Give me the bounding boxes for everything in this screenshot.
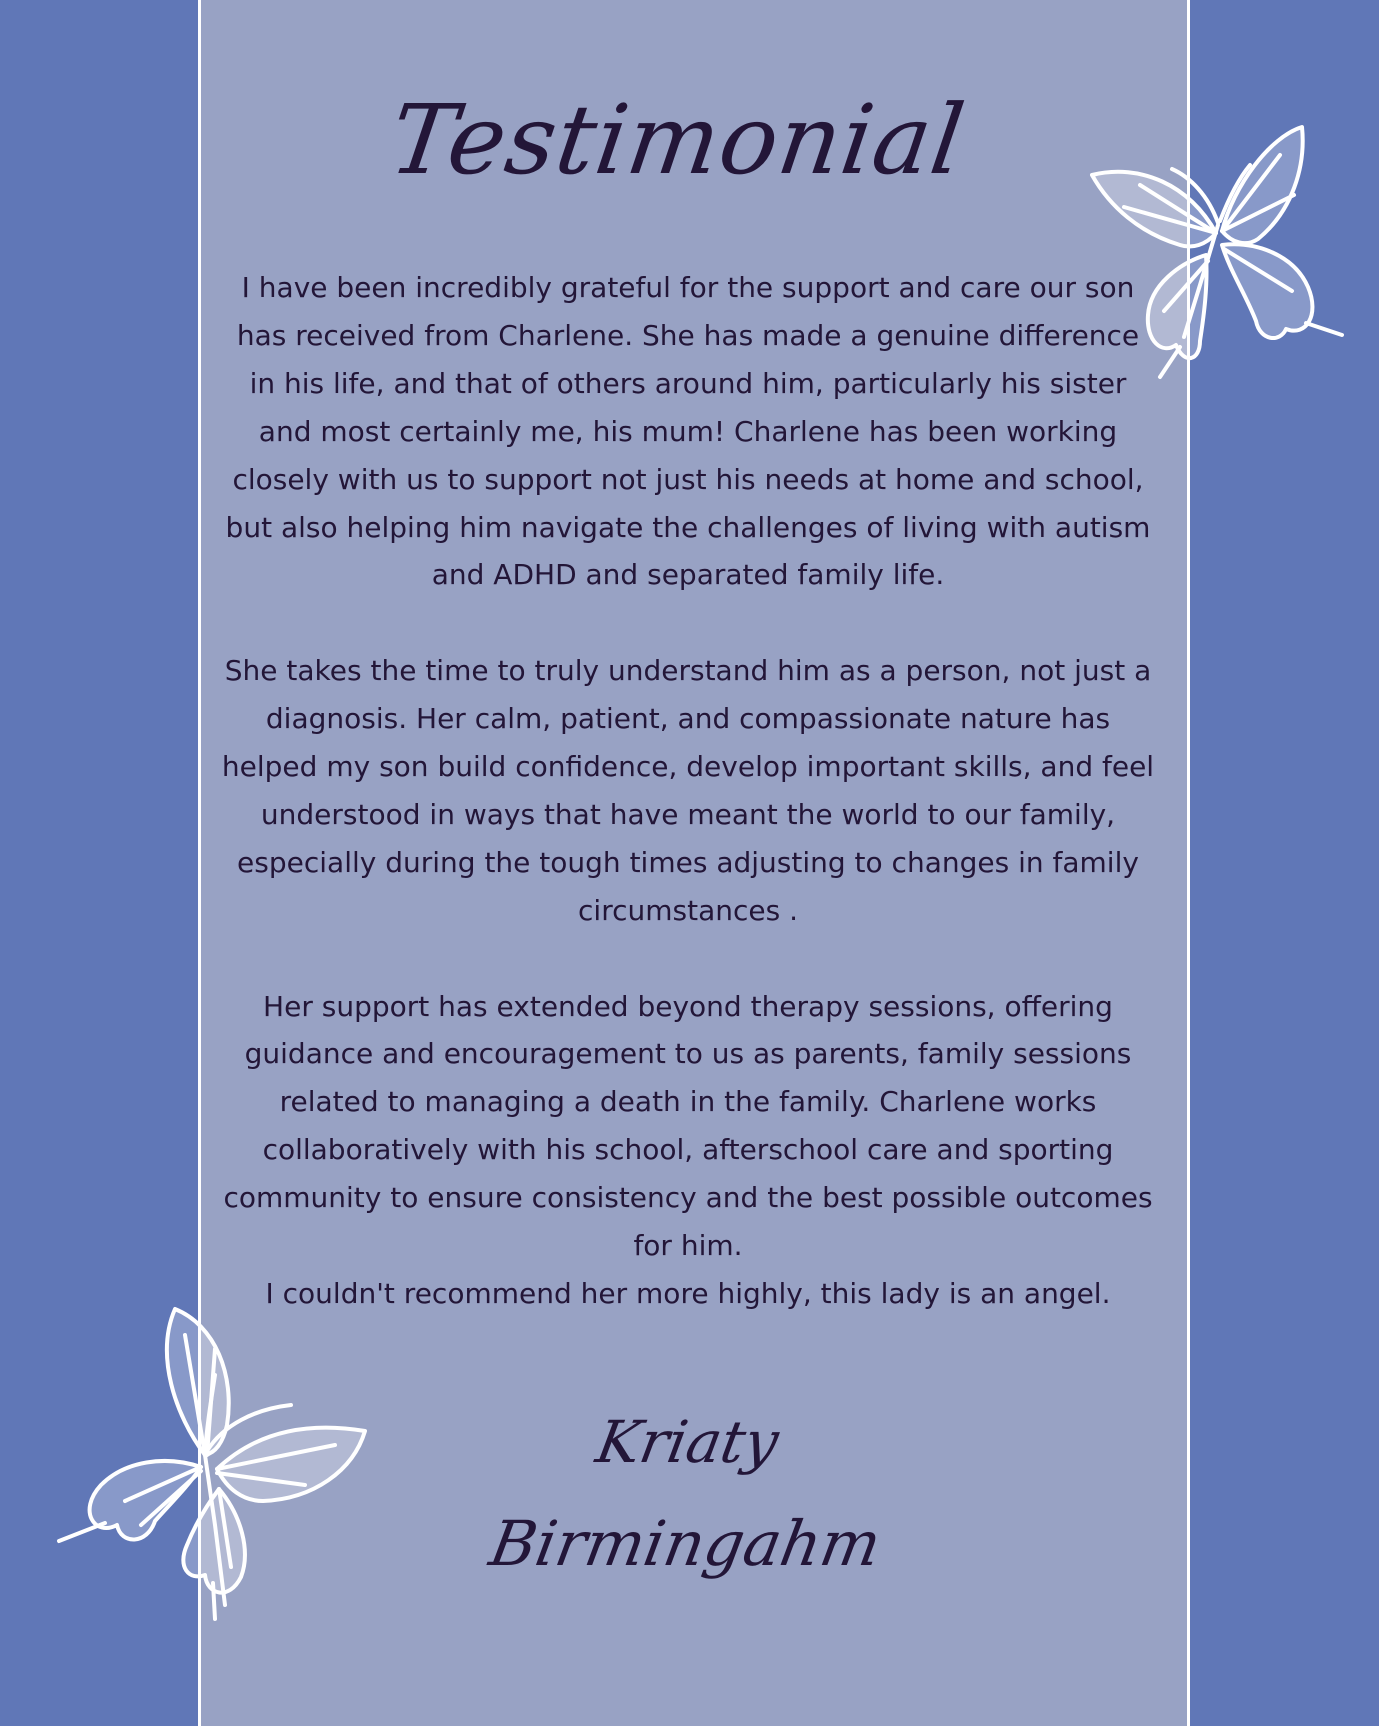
- page-title: Testimonial: [383, 84, 972, 196]
- testimonial-closing: I couldn't recommend her more highly, this lady is an angel.: [265, 1277, 1111, 1310]
- testimonial-paragraph-2: She takes the time to truly understand him as a person, not just a diagnosis. Her calm, patient, and compassionate nature has helped my son build confidence, develop important skills, and feel understood in ways that have meant the world to our family, especially during the tough times adjusting to changes in family circumstances .: [221, 654, 1155, 927]
- testimonial-paragraph-1: I have been incredibly grateful for the support and care our son has received from Charlene. She has made a genuine difference in his life, and that of others around him, particularly his sister and most certainly me, his mum! Charlene has been working closely with us to support not just his needs at home and school, but also helping him navigate the challenges of living with autism and ADHD and separated family life.: [225, 271, 1151, 592]
- signature-last-name: Birmingahm: [484, 1507, 887, 1580]
- testimonial-body: [220, 264, 1156, 1318]
- signature-first-name: Kriaty: [591, 1408, 784, 1476]
- butterfly-icon: [1080, 115, 1350, 390]
- butterfly-icon: [55, 1305, 375, 1625]
- testimonial-paragraph-3: Her support has extended beyond therapy sessions, offering guidance and encouragement to us as parents, family sessions related to managing a death in the family. Charlene works collaboratively with his school, afterschool care and sporting community to ensure consistency and the best possible outcomes for him.: [223, 989, 1153, 1263]
